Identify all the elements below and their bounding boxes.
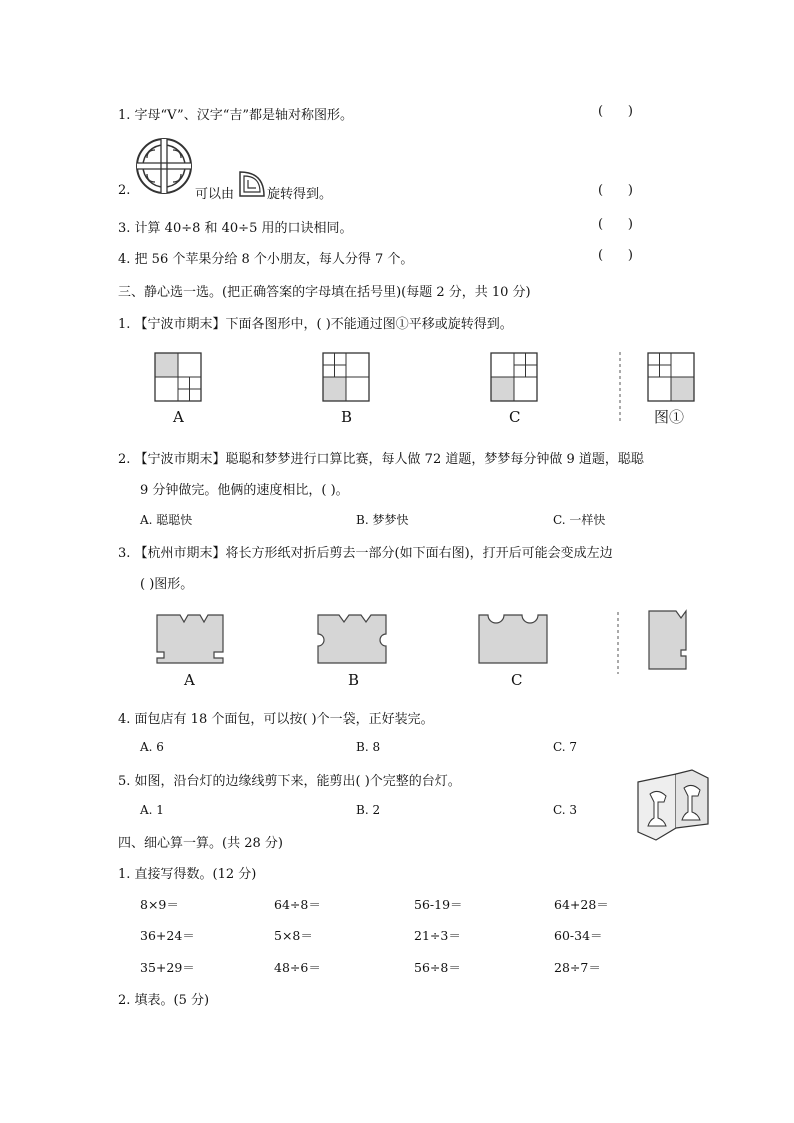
grid-figure-reference bbox=[647, 352, 695, 402]
figure-label: C bbox=[511, 671, 523, 689]
choice-q1: 1. 【宁波市期末】下面各图形中，( )不能通过图①平移或旋转得到。 bbox=[118, 317, 513, 332]
calc-item: 64+28＝ bbox=[554, 897, 609, 912]
option-b[interactable]: B. 2 bbox=[356, 803, 381, 817]
judge-q1: 1. 字母“V”、汉字“吉”都是轴对称图形。 bbox=[118, 108, 353, 123]
calc-item: 56-19＝ bbox=[414, 897, 463, 912]
section-4-title: 四、细心算一算。(共 28 分) bbox=[118, 836, 283, 851]
figure-label-reference: 图① bbox=[654, 408, 685, 426]
option-a[interactable]: A. 聪聪快 bbox=[140, 513, 193, 527]
answer-paren[interactable]: ( ) bbox=[598, 104, 633, 119]
grid-figure-a bbox=[154, 352, 202, 402]
judge-q3: 3. 计算 40÷8 和 40÷5 用的口诀相同。 bbox=[118, 221, 353, 236]
calc-item: 56÷8＝ bbox=[414, 960, 461, 975]
figure-label: B bbox=[341, 408, 353, 426]
judge-q2-middle: 可以由 bbox=[195, 187, 235, 202]
calc-item: 60-34＝ bbox=[554, 928, 603, 943]
judge-q2-number: 2. bbox=[118, 183, 131, 198]
figure-label: C bbox=[509, 408, 521, 426]
answer-paren[interactable]: ( ) bbox=[598, 183, 633, 198]
calc-item: 28÷7＝ bbox=[554, 960, 601, 975]
option-c[interactable]: C. 一样快 bbox=[553, 513, 606, 527]
calc-item: 35+29＝ bbox=[140, 960, 195, 975]
paper-cut-figure-a bbox=[156, 614, 224, 664]
choice-q3-line2: ( )图形。 bbox=[140, 577, 194, 592]
grid-figure-b bbox=[322, 352, 370, 402]
ornament-figure bbox=[135, 138, 193, 194]
quarter-ornament-figure bbox=[238, 170, 266, 198]
figure-label: B bbox=[348, 671, 360, 689]
option-c[interactable]: C. 7 bbox=[553, 740, 578, 754]
calc-item: 21÷3＝ bbox=[414, 928, 461, 943]
choice-q2-line1: 2. 【宁波市期末】聪聪和梦梦进行口算比赛，每人做 72 道题，梦梦每分钟做 9 道题，聪聪 bbox=[118, 452, 644, 467]
choice-q2-line2: 9 分钟做完。他俩的速度相比，( )。 bbox=[140, 483, 349, 498]
calc-item: 8×9＝ bbox=[140, 897, 179, 912]
option-b[interactable]: B. 8 bbox=[356, 740, 381, 754]
choice-q5: 5. 如图，沿台灯的边缘线剪下来，能剪出( )个完整的台灯。 bbox=[118, 774, 461, 789]
judge-q4: 4. 把 56 个苹果分给 8 个小朋友，每人分得 7 个。 bbox=[118, 252, 414, 267]
option-a[interactable]: A. 1 bbox=[140, 803, 164, 817]
folded-paper-figure bbox=[648, 610, 688, 670]
figure-label: A bbox=[173, 408, 184, 426]
calc-item: 48÷6＝ bbox=[274, 960, 321, 975]
choice-q3-line1: 3. 【杭州市期末】将长方形纸对折后剪去一部分(如下面右图)，打开后可能会变成左边 bbox=[118, 546, 613, 561]
section-3-title: 三、静心选一选。(把正确答案的字母填在括号里)(每题 2 分，共 10 分) bbox=[118, 285, 531, 300]
judge-q2-end: 旋转得到。 bbox=[267, 187, 333, 202]
paper-cut-figure-c bbox=[478, 614, 548, 664]
answer-paren[interactable]: ( ) bbox=[598, 217, 633, 232]
option-a[interactable]: A. 6 bbox=[140, 740, 164, 754]
option-c[interactable]: C. 3 bbox=[553, 803, 578, 817]
calc-item: 5×8＝ bbox=[274, 928, 313, 943]
answer-paren[interactable]: ( ) bbox=[598, 248, 633, 263]
calc-item: 64÷8＝ bbox=[274, 897, 321, 912]
choice-q4: 4. 面包店有 18 个面包，可以按( )个一袋，正好装完。 bbox=[118, 712, 434, 727]
calc-item: 36+24＝ bbox=[140, 928, 195, 943]
calc-q1-title: 1. 直接写得数。(12 分) bbox=[118, 867, 257, 882]
paper-cut-figure-b bbox=[317, 614, 387, 664]
divider-dashed bbox=[618, 352, 622, 424]
divider-dashed bbox=[616, 612, 620, 674]
folded-lamp-figure bbox=[636, 768, 712, 842]
calc-q2-title: 2. 填表。(5 分) bbox=[118, 993, 210, 1008]
figure-label: A bbox=[184, 671, 195, 689]
option-b[interactable]: B. 梦梦快 bbox=[356, 513, 409, 527]
grid-figure-c bbox=[490, 352, 538, 402]
